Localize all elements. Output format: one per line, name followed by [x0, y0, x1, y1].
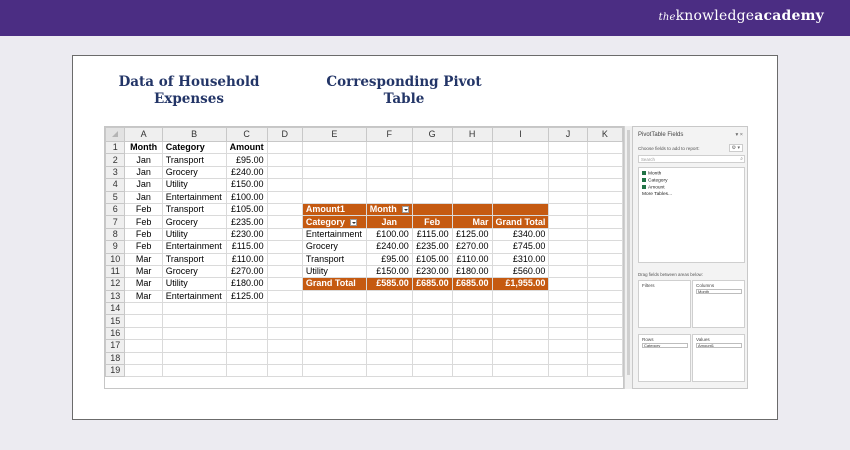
empty-cell[interactable]	[302, 179, 366, 191]
row-header[interactable]: 8	[106, 228, 125, 240]
sheet-row	[106, 179, 623, 191]
pane-close-icon[interactable]: ▾ ×	[735, 132, 743, 138]
empty-cell[interactable]	[366, 340, 412, 352]
empty-cell[interactable]	[549, 315, 587, 327]
rows-category-item[interactable]: Category	[642, 343, 688, 348]
empty-cell[interactable]	[302, 365, 366, 377]
column-header[interactable]: C	[226, 128, 267, 142]
row-header[interactable]: 5	[106, 191, 125, 203]
empty-cell[interactable]	[267, 340, 302, 352]
empty-cell[interactable]	[549, 203, 587, 215]
row-header[interactable]: 18	[106, 352, 125, 364]
empty-cell[interactable]	[549, 179, 587, 191]
column-header[interactable]: I	[492, 128, 549, 142]
data-cell[interactable]: Utility	[302, 265, 366, 277]
empty-cell[interactable]	[452, 142, 492, 154]
empty-cell[interactable]	[162, 340, 226, 352]
data-cell[interactable]: £105.00	[412, 253, 452, 265]
data-cell[interactable]: £125.00	[452, 228, 492, 240]
empty-cell[interactable]	[492, 365, 549, 377]
data-cell[interactable]: £235.00	[412, 241, 452, 253]
sheet-scrollbar[interactable]	[624, 126, 632, 389]
empty-cell[interactable]	[162, 315, 226, 327]
empty-cell[interactable]	[267, 154, 302, 166]
data-cell[interactable]: £240.00	[366, 241, 412, 253]
empty-cell[interactable]	[267, 191, 302, 203]
data-cell[interactable]: Feb	[125, 228, 162, 240]
empty-cell[interactable]	[302, 166, 366, 178]
data-cell[interactable]: Transport	[162, 203, 226, 215]
data-cell[interactable]: £115.00	[412, 228, 452, 240]
empty-cell[interactable]	[549, 365, 587, 377]
sheet-row	[106, 191, 623, 203]
data-cell[interactable]: Grocery	[302, 241, 366, 253]
empty-cell[interactable]	[302, 315, 366, 327]
empty-cell[interactable]	[587, 228, 622, 240]
empty-cell[interactable]	[452, 352, 492, 364]
sheet-row	[106, 203, 623, 215]
empty-cell[interactable]	[587, 191, 622, 203]
empty-cell[interactable]	[412, 365, 452, 377]
empty-cell[interactable]	[302, 303, 366, 315]
data-cell[interactable]: Transport	[302, 253, 366, 265]
data-cell[interactable]: £100.00	[226, 191, 267, 203]
data-cell[interactable]: £310.00	[492, 253, 549, 265]
empty-cell[interactable]	[267, 327, 302, 339]
empty-cell[interactable]	[492, 191, 549, 203]
data-cell[interactable]: Category	[162, 142, 226, 154]
data-cell[interactable]: £95.00	[226, 154, 267, 166]
empty-cell[interactable]	[412, 340, 452, 352]
data-cell[interactable]: Transport	[162, 253, 226, 265]
field-month-checkbox[interactable]: Month	[642, 171, 661, 176]
data-cell[interactable]: £235.00	[226, 216, 267, 228]
empty-cell[interactable]	[366, 154, 412, 166]
empty-cell[interactable]	[549, 191, 587, 203]
data-cell[interactable]: £105.00	[226, 203, 267, 215]
empty-cell[interactable]	[267, 166, 302, 178]
empty-cell[interactable]	[125, 352, 162, 364]
pane-title: PivotTable Fields	[638, 132, 684, 138]
empty-cell[interactable]	[587, 365, 622, 377]
empty-cell[interactable]	[226, 327, 267, 339]
select-all-corner[interactable]	[106, 128, 125, 142]
empty-cell[interactable]	[366, 303, 412, 315]
spreadsheet[interactable]	[104, 126, 624, 389]
heading-pivot-table: Corresponding Pivot Table	[326, 74, 482, 107]
row-header[interactable]: 2	[106, 154, 125, 166]
data-cell[interactable]: £240.00	[226, 166, 267, 178]
empty-cell[interactable]	[492, 290, 549, 302]
data-cell[interactable]: Amount	[226, 142, 267, 154]
empty-cell[interactable]	[302, 340, 366, 352]
empty-cell[interactable]	[587, 241, 622, 253]
data-cell[interactable]: Jan	[125, 154, 162, 166]
empty-cell[interactable]	[549, 352, 587, 364]
empty-cell[interactable]	[412, 303, 452, 315]
row-header[interactable]: 15	[106, 315, 125, 327]
empty-cell[interactable]	[366, 179, 412, 191]
data-cell[interactable]: £95.00	[366, 253, 412, 265]
empty-cell[interactable]	[267, 142, 302, 154]
filter-dropdown-icon[interactable]	[350, 219, 357, 226]
more-tables-link[interactable]: More Tables...	[642, 192, 673, 197]
empty-cell[interactable]	[492, 352, 549, 364]
row-header[interactable]: 13	[106, 290, 125, 302]
filter-dropdown-icon[interactable]	[402, 206, 409, 213]
data-cell[interactable]: Mar	[125, 265, 162, 277]
empty-cell[interactable]	[226, 303, 267, 315]
empty-cell[interactable]	[452, 315, 492, 327]
empty-cell[interactable]	[412, 179, 452, 191]
sheet-row	[106, 352, 623, 364]
empty-cell[interactable]	[412, 166, 452, 178]
column-header[interactable]: F	[366, 128, 412, 142]
data-cell[interactable]: Mar	[125, 278, 162, 290]
empty-cell[interactable]	[587, 290, 622, 302]
corner-triangle-icon	[112, 131, 118, 137]
pivot-cell[interactable]	[492, 203, 549, 215]
pivot-cell[interactable]: Amount1	[302, 203, 366, 215]
gear-icon[interactable]: ⚙ ▾	[729, 144, 743, 152]
empty-cell[interactable]	[587, 179, 622, 191]
sheet-row	[106, 365, 623, 377]
values-amount-item[interactable]: Amount1	[696, 343, 742, 348]
empty-cell[interactable]	[492, 179, 549, 191]
empty-cell[interactable]	[366, 365, 412, 377]
empty-cell[interactable]	[412, 352, 452, 364]
empty-cell[interactable]	[452, 179, 492, 191]
pivot-cell[interactable]: Jan	[366, 216, 412, 228]
column-header[interactable]: A	[125, 128, 162, 142]
empty-cell[interactable]	[226, 365, 267, 377]
drag-hint: Drag fields between areas below:	[638, 272, 703, 277]
empty-cell[interactable]	[452, 340, 492, 352]
values-label: Values	[696, 337, 710, 342]
column-header[interactable]: B	[162, 128, 226, 142]
data-cell[interactable]: Feb	[125, 241, 162, 253]
data-cell[interactable]: Utility	[162, 228, 226, 240]
field-amount-checkbox[interactable]: Amount	[642, 185, 665, 190]
sheet-row	[106, 290, 623, 302]
empty-cell[interactable]	[162, 327, 226, 339]
filters-zone[interactable]	[638, 280, 691, 328]
empty-cell[interactable]	[267, 179, 302, 191]
pivot-cell[interactable]	[412, 203, 452, 215]
empty-cell[interactable]	[125, 315, 162, 327]
empty-cell[interactable]	[267, 216, 302, 228]
empty-cell[interactable]	[226, 352, 267, 364]
checkbox-icon	[642, 185, 646, 189]
row-header[interactable]: 19	[106, 365, 125, 377]
column-header[interactable]: H	[452, 128, 492, 142]
empty-cell[interactable]	[549, 303, 587, 315]
empty-cell[interactable]	[226, 340, 267, 352]
sheet-row	[106, 166, 623, 178]
empty-cell[interactable]	[125, 340, 162, 352]
data-cell[interactable]: £110.00	[452, 253, 492, 265]
data-cell[interactable]: £110.00	[226, 253, 267, 265]
empty-cell[interactable]	[125, 327, 162, 339]
empty-cell[interactable]	[267, 290, 302, 302]
pivot-cell[interactable]	[452, 203, 492, 215]
empty-cell[interactable]	[162, 303, 226, 315]
empty-cell[interactable]	[587, 154, 622, 166]
scroll-thumb[interactable]	[627, 130, 630, 375]
field-search-input[interactable]	[638, 155, 745, 163]
empty-cell[interactable]	[452, 303, 492, 315]
row-header[interactable]: 17	[106, 340, 125, 352]
data-cell[interactable]: £270.00	[226, 265, 267, 277]
column-header[interactable]: E	[302, 128, 366, 142]
empty-cell[interactable]	[492, 166, 549, 178]
data-cell[interactable]: Month	[125, 142, 162, 154]
pivot-cell[interactable]: Month	[366, 203, 412, 215]
empty-cell[interactable]	[492, 340, 549, 352]
empty-cell[interactable]	[162, 352, 226, 364]
empty-cell[interactable]	[267, 265, 302, 277]
empty-cell[interactable]	[492, 303, 549, 315]
data-cell[interactable]: Jan	[125, 179, 162, 191]
sheet-row	[106, 142, 623, 154]
sheet-row	[106, 265, 623, 277]
data-cell[interactable]: £180.00	[226, 278, 267, 290]
empty-cell[interactable]	[549, 290, 587, 302]
row-header[interactable]: 12	[106, 278, 125, 290]
pivot-cell[interactable]: Grand Total	[302, 278, 366, 290]
empty-cell[interactable]	[267, 365, 302, 377]
empty-cell[interactable]	[452, 166, 492, 178]
row-header[interactable]: 4	[106, 179, 125, 191]
sheet-row	[106, 340, 623, 352]
empty-cell[interactable]	[302, 191, 366, 203]
data-cell[interactable]: £125.00	[226, 290, 267, 302]
empty-cell[interactable]	[366, 327, 412, 339]
column-header[interactable]: J	[549, 128, 587, 142]
empty-cell[interactable]	[587, 327, 622, 339]
pivot-cell[interactable]: Feb	[412, 216, 452, 228]
pivot-cell[interactable]: Grand Total	[492, 216, 549, 228]
empty-cell[interactable]	[412, 327, 452, 339]
data-cell[interactable]: Grocery	[162, 166, 226, 178]
data-cell[interactable]: Grocery	[162, 216, 226, 228]
field-list	[638, 167, 745, 263]
empty-cell[interactable]	[492, 142, 549, 154]
data-cell[interactable]: Grocery	[162, 265, 226, 277]
columns-zone[interactable]	[692, 280, 745, 328]
empty-cell[interactable]	[267, 352, 302, 364]
data-cell[interactable]: Jan	[125, 191, 162, 203]
sheet-row	[106, 253, 623, 265]
data-cell[interactable]: Feb	[125, 203, 162, 215]
empty-cell[interactable]	[587, 203, 622, 215]
columns-label: Columns	[696, 283, 715, 288]
empty-cell[interactable]	[267, 203, 302, 215]
data-cell[interactable]: Utility	[162, 278, 226, 290]
empty-cell[interactable]	[549, 228, 587, 240]
empty-cell[interactable]	[549, 241, 587, 253]
sheet-row	[106, 154, 623, 166]
empty-cell[interactable]	[366, 315, 412, 327]
empty-cell[interactable]	[267, 303, 302, 315]
empty-cell[interactable]	[267, 278, 302, 290]
choose-fields-label: Choose fields to add to report:	[638, 146, 700, 151]
empty-cell[interactable]	[452, 365, 492, 377]
empty-cell[interactable]	[549, 166, 587, 178]
empty-cell[interactable]	[125, 365, 162, 377]
column-header[interactable]: D	[267, 128, 302, 142]
empty-cell[interactable]	[587, 166, 622, 178]
brand-logo: theknowledgeacademy	[658, 8, 824, 24]
data-cell[interactable]: Feb	[125, 216, 162, 228]
data-cell[interactable]: £115.00	[226, 241, 267, 253]
search-icon: ⌕	[740, 156, 743, 162]
top-banner	[0, 0, 850, 36]
empty-cell[interactable]	[366, 290, 412, 302]
empty-cell[interactable]	[302, 142, 366, 154]
sheet-row	[106, 216, 623, 228]
empty-cell[interactable]	[587, 253, 622, 265]
data-cell[interactable]: Transport	[162, 154, 226, 166]
data-cell[interactable]: Entertainment	[162, 191, 226, 203]
data-cell[interactable]: £150.00	[366, 265, 412, 277]
empty-cell[interactable]	[412, 154, 452, 166]
sheet-row	[106, 241, 623, 253]
rows-label: Rows	[642, 337, 654, 342]
empty-cell[interactable]	[452, 327, 492, 339]
empty-cell[interactable]	[267, 253, 302, 265]
empty-cell[interactable]	[366, 191, 412, 203]
columns-month-item[interactable]: Month	[696, 289, 742, 294]
empty-cell[interactable]	[412, 191, 452, 203]
empty-cell[interactable]	[492, 315, 549, 327]
data-cell[interactable]: £270.00	[452, 241, 492, 253]
pivot-cell[interactable]: £685.00	[452, 278, 492, 290]
empty-cell[interactable]	[452, 154, 492, 166]
empty-cell[interactable]	[549, 327, 587, 339]
empty-cell[interactable]	[549, 154, 587, 166]
empty-cell[interactable]	[549, 253, 587, 265]
heading-household-data: Data of Household Expenses	[118, 74, 260, 107]
row-header[interactable]: 10	[106, 253, 125, 265]
empty-cell[interactable]	[267, 241, 302, 253]
sheet-row	[106, 327, 623, 339]
data-cell[interactable]: £745.00	[492, 241, 549, 253]
column-header[interactable]: K	[587, 128, 622, 142]
data-cell[interactable]: Entertainment	[162, 241, 226, 253]
empty-cell[interactable]	[302, 290, 366, 302]
sheet-row	[106, 228, 623, 240]
data-cell[interactable]: £340.00	[492, 228, 549, 240]
empty-cell[interactable]	[452, 290, 492, 302]
empty-cell[interactable]	[549, 278, 587, 290]
empty-cell[interactable]	[492, 154, 549, 166]
empty-cell[interactable]	[587, 265, 622, 277]
sheet-row	[106, 315, 623, 327]
filters-label: Filters	[642, 283, 655, 288]
empty-cell[interactable]	[412, 142, 452, 154]
pivottable-fields-pane	[632, 126, 748, 389]
values-zone[interactable]	[692, 334, 745, 382]
row-header[interactable]: 6	[106, 203, 125, 215]
row-header[interactable]: 9	[106, 241, 125, 253]
data-cell[interactable]: £100.00	[366, 228, 412, 240]
empty-cell[interactable]	[587, 216, 622, 228]
data-cell[interactable]: Entertainment	[302, 228, 366, 240]
data-cell[interactable]: £180.00	[452, 265, 492, 277]
empty-cell[interactable]	[549, 216, 587, 228]
data-cell[interactable]: Mar	[125, 253, 162, 265]
empty-cell[interactable]	[549, 142, 587, 154]
data-cell[interactable]: £230.00	[412, 265, 452, 277]
empty-cell[interactable]	[302, 327, 366, 339]
row-header[interactable]: 14	[106, 303, 125, 315]
empty-cell[interactable]	[587, 340, 622, 352]
pivot-cell[interactable]: Category	[302, 216, 366, 228]
checkbox-icon	[642, 171, 646, 175]
column-header[interactable]: G	[412, 128, 452, 142]
empty-cell[interactable]	[549, 265, 587, 277]
empty-cell[interactable]	[492, 327, 549, 339]
empty-cell[interactable]	[587, 303, 622, 315]
empty-cell[interactable]	[587, 278, 622, 290]
pivot-cell[interactable]: £1,955.00	[492, 278, 549, 290]
sheet-row	[106, 278, 623, 290]
cell-grid[interactable]	[105, 127, 623, 377]
sheet-row	[106, 303, 623, 315]
data-cell[interactable]: Mar	[125, 290, 162, 302]
empty-cell[interactable]	[162, 365, 226, 377]
empty-cell[interactable]	[302, 154, 366, 166]
row-header[interactable]: 11	[106, 265, 125, 277]
empty-cell[interactable]	[366, 142, 412, 154]
field-category-checkbox[interactable]: Category	[642, 178, 667, 183]
empty-cell[interactable]	[412, 315, 452, 327]
data-cell[interactable]: £150.00	[226, 179, 267, 191]
empty-cell[interactable]	[587, 315, 622, 327]
data-cell[interactable]: £230.00	[226, 228, 267, 240]
empty-cell[interactable]	[366, 352, 412, 364]
empty-cell[interactable]	[452, 191, 492, 203]
data-cell[interactable]: £560.00	[492, 265, 549, 277]
pivot-cell[interactable]: £685.00	[412, 278, 452, 290]
checkbox-icon	[642, 178, 646, 182]
empty-cell[interactable]	[267, 228, 302, 240]
pivot-cell[interactable]: £585.00	[366, 278, 412, 290]
row-header[interactable]: 3	[106, 166, 125, 178]
empty-cell[interactable]	[587, 142, 622, 154]
empty-cell[interactable]	[412, 290, 452, 302]
empty-cell[interactable]	[549, 340, 587, 352]
data-cell[interactable]: Entertainment	[162, 290, 226, 302]
empty-cell[interactable]	[587, 352, 622, 364]
search-placeholder: Search	[641, 157, 655, 162]
data-cell[interactable]: Jan	[125, 166, 162, 178]
empty-cell[interactable]	[302, 352, 366, 364]
pivot-cell[interactable]: Mar	[452, 216, 492, 228]
empty-cell[interactable]	[226, 315, 267, 327]
row-header[interactable]: 7	[106, 216, 125, 228]
row-header[interactable]: 1	[106, 142, 125, 154]
rows-zone[interactable]	[638, 334, 691, 382]
empty-cell[interactable]	[125, 303, 162, 315]
empty-cell[interactable]	[267, 315, 302, 327]
row-header[interactable]: 16	[106, 327, 125, 339]
empty-cell[interactable]	[366, 166, 412, 178]
data-cell[interactable]: Utility	[162, 179, 226, 191]
